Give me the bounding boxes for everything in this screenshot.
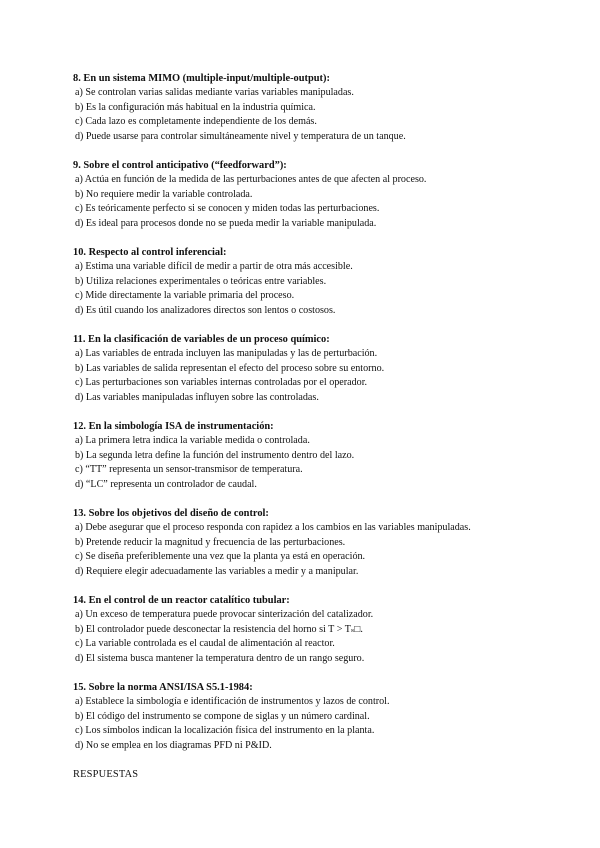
question-option: d) El sistema busca mantener la temperatura dentro de un rango seguro.: [75, 652, 365, 664]
question-title: 13. Sobre los objetivos del diseño de control:: [73, 508, 269, 519]
question-title: 10. Respecto al control inferencial:: [73, 247, 227, 258]
question-option: c) Es teóricamente perfecto si se conocen y miden todas las perturbaciones.: [75, 203, 380, 214]
question-option: c) Se diseña preferiblemente una vez que la planta ya está en operación.: [75, 551, 366, 562]
question-option: b) No requiere medir la variable controlada.: [75, 188, 253, 200]
question-option: c) La variable controlada es el caudal de alimentación al reactor.: [75, 638, 335, 649]
question-title: 8. En un sistema MIMO (multiple-input/multiple-output):: [73, 73, 330, 84]
question-option: a) Un exceso de temperatura puede provocar sinterización del catalizador.: [75, 609, 374, 620]
question-option: d) No se emplea en los diagramas PFD ni P&ID.: [75, 739, 272, 751]
question-option: b) El controlador puede desconectar la resistencia del horno si T > Tₛ□.: [75, 623, 363, 635]
question-block: [73, 593, 543, 666]
question-block: [73, 71, 543, 144]
question-option: c) Los símbolos indican la localización física del instrumento en la planta.: [75, 725, 375, 736]
question-option: a) Estima una variable difícil de medir a partir de otra más accesible.: [75, 261, 353, 272]
question-block: [73, 680, 543, 753]
question-option: b) Pretende reducir la magnitud y frecuencia de las perturbaciones.: [75, 536, 346, 548]
question-block: [73, 506, 543, 579]
question-option: d) Requiere elegir adecuadamente las variables a medir y a manipular.: [75, 565, 359, 577]
question-option: a) La primera letra indica la variable medida o controlada.: [75, 435, 310, 446]
question-block: [73, 332, 543, 405]
question-title: 12. En la simbología ISA de instrumentación:: [73, 421, 274, 432]
question-option: b) Utiliza relaciones experimentales o teóricas entre variables.: [75, 275, 327, 287]
question-option: c) Cada lazo es completamente independiente de los demás.: [75, 116, 317, 127]
question-option: a) Las variables de entrada incluyen las manipuladas y las de perturbación.: [75, 348, 378, 359]
question-title: 14. En el control de un reactor catalítico tubular:: [73, 595, 290, 606]
question-option: d) “LC” representa un controlador de caudal.: [75, 478, 257, 490]
question-title: 11. En la clasificación de variables de un proceso químico:: [73, 334, 330, 345]
question-block: [73, 245, 543, 318]
question-option: d) Puede usarse para controlar simultáneamente nivel y temperatura de un tanque.: [75, 130, 406, 142]
question-title: 15. Sobre la norma ANSI/ISA S5.1-1984:: [73, 682, 253, 693]
question-option: c) Las perturbaciones son variables internas controladas por el operador.: [75, 377, 368, 388]
question-option: b) Es la configuración más habitual en la industria química.: [75, 101, 316, 113]
question-option: a) Debe asegurar que el proceso responda con rapidez a los cambios en las variables manipuladas.: [75, 522, 471, 533]
question-option: b) Las variables de salida representan el efecto del proceso sobre su entorno.: [75, 362, 385, 374]
answers-heading: RESPUESTAS: [73, 769, 139, 780]
question-option: a) Se controlan varias salidas mediante varias variables manipuladas.: [75, 87, 354, 98]
question-option: a) Establece la simbología e identificación de instrumentos y lazos de control.: [75, 696, 390, 707]
question-option: b) La segunda letra define la función del instrumento dentro del lazo.: [75, 449, 355, 461]
question-block: [73, 419, 543, 492]
question-option: d) Las variables manipuladas influyen sobre las controladas.: [75, 391, 319, 403]
question-option: a) Actúa en función de la medida de las perturbaciones antes de que afecten al proceso.: [75, 174, 427, 185]
question-option: d) Es útil cuando los analizadores directos son lentos o costosos.: [75, 304, 336, 316]
question-option: c) Mide directamente la variable primaria del proceso.: [75, 290, 295, 301]
question-block: [73, 158, 543, 231]
question-list: [73, 71, 543, 782]
question-option: d) Es ideal para procesos donde no se pueda medir la variable manipulada.: [75, 217, 377, 229]
question-title: 9. Sobre el control anticipativo (“feedforward”):: [73, 160, 287, 171]
question-option: b) El código del instrumento se compone de siglas y un número cardinal.: [75, 710, 370, 722]
question-option: c) “TT” representa un sensor-transmisor de temperatura.: [75, 464, 303, 475]
